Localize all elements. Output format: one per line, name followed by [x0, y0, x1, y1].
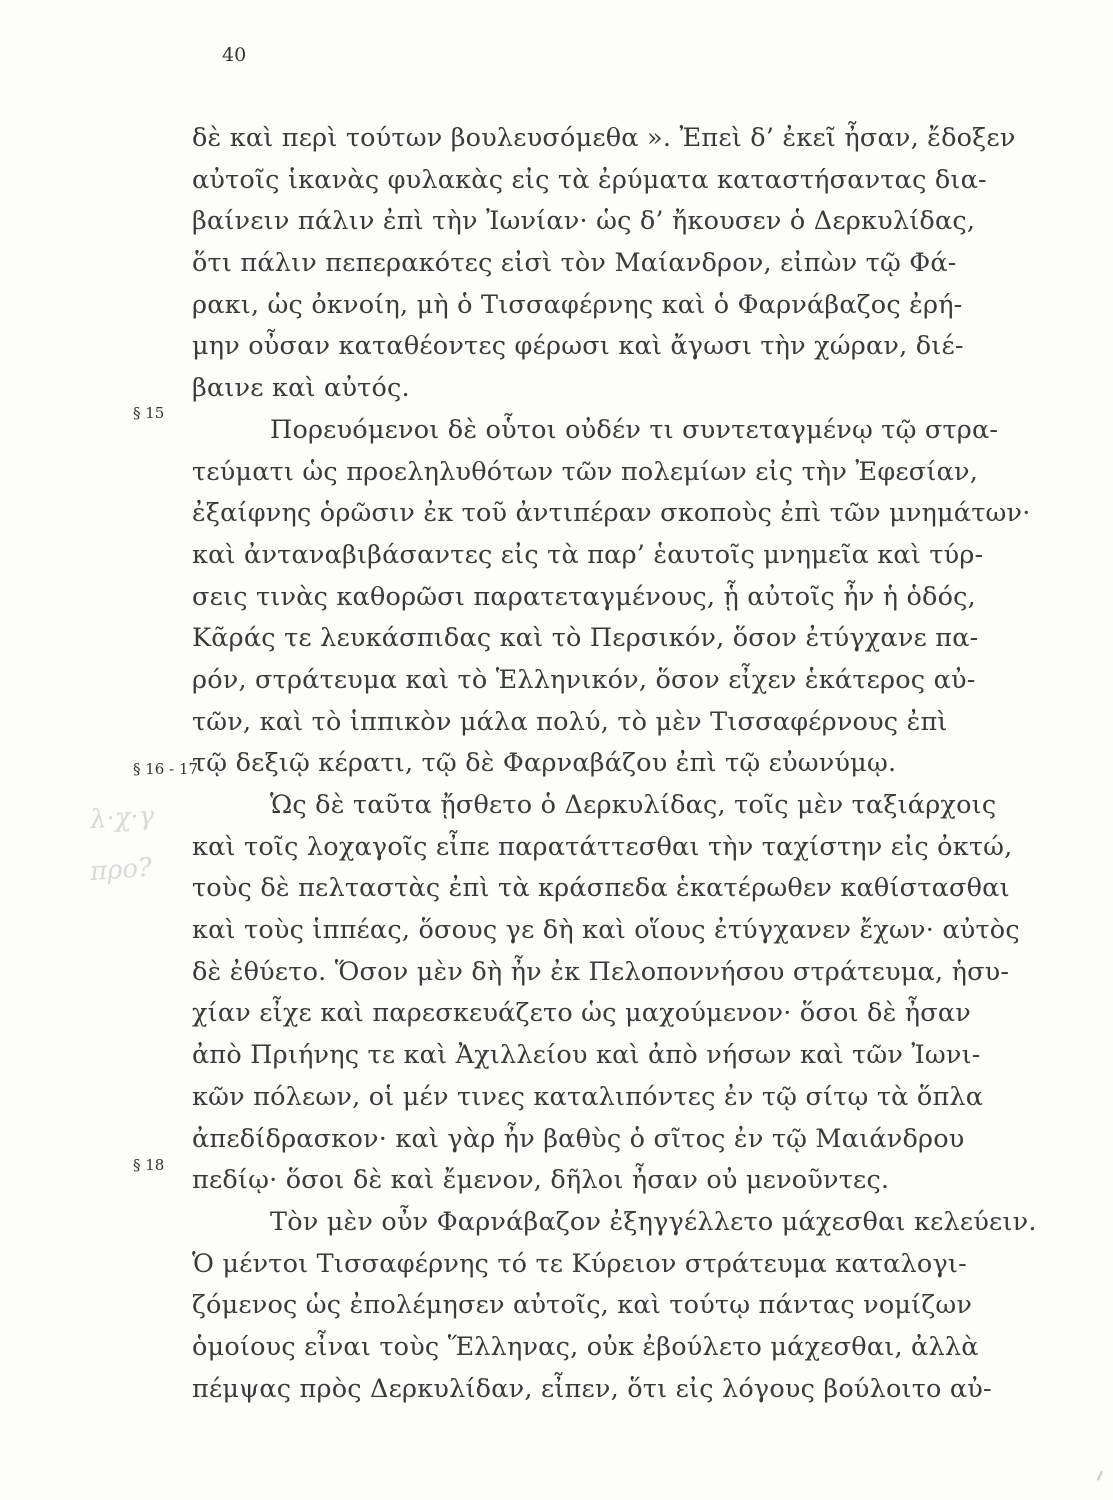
text-line: σεις τινὰς καθορῶσι παρατεταγμένους, ᾗ αὐτοῖς ἦν ἡ ὁδός, — [192, 581, 976, 612]
text-line: δὲ ἐθύετο. Ὅσον μὲν δὴ ἦν ἐκ Πελοποννήσου στράτευμα, ἡσυ- — [192, 956, 1010, 987]
text-line: ζόμενος ὡς ἐπολέμησεν αὐτοῖς, καὶ τούτῳ πάντας νομίζων — [192, 1290, 973, 1321]
text-line: χίαν εἶχε καὶ παρεσκευάζετο ὡς μαχούμενον· ὅσοι δὲ ἦσαν — [192, 998, 971, 1029]
text-line: τεύματι ὡς προεληλυθότων τῶν πολεμίων εἰς τὴν Ἐφεσίαν, — [192, 456, 979, 487]
text-line: δὲ καὶ περὶ τούτων βουλευσόμεθα ». Ἐπεὶ δ’ ἐκεῖ ἦσαν, ἔδοξεν — [192, 123, 1016, 153]
page-number: 40 — [222, 44, 247, 66]
text-line: Τὸν μὲν οὖν Φαρνάβαζον ἐξηγγέλλετο μάχεσθαι κελεύειν. — [270, 1206, 1037, 1237]
margin-annotation: προ? — [89, 852, 153, 888]
text-line: ὅτι πάλιν πεπερακότες εἰσὶ τὸν Μαίανδρον, εἰπὼν τῷ Φά- — [192, 248, 957, 279]
text-line: καὶ ἀνταναβιβάσαντες εἰς τὰ παρ’ ἑαυτοῖς μνημεῖα καὶ τύρ- — [192, 539, 984, 570]
section-marker-18: § 18 — [133, 1156, 165, 1174]
text-line: ἀπὸ Πριήνης τε καὶ Ἀχιλλείου καὶ ἀπὸ νήσων καὶ τῶν Ἰωνι- — [192, 1040, 981, 1071]
text-line: ρακι, ὡς ὀκνοίη, μὴ ὁ Τισσαφέρνης καὶ ὁ Φαρνάβαζος ἐρή- — [192, 289, 963, 320]
text-line: τοὺς δὲ πελταστὰς ἐπὶ τὰ κράσπεδα ἑκατέρωθεν καθίστασθαι — [192, 873, 1010, 904]
text-line: Πορευόμενοι δὲ οὗτοι οὐδέν τι συντεταγμένῳ τῷ στρα- — [270, 414, 999, 445]
section-marker-15: § 15 — [133, 404, 165, 422]
text-line: κῶν πόλεων, οἱ μέν τινες καταλιπόντες ἐν τῷ σίτῳ τὰ ὅπλα — [192, 1081, 984, 1112]
section-marker-16-17: § 16 - 17 — [133, 760, 199, 778]
text-line: ἀπεδίδρασκον· καὶ γὰρ ἦν βαθὺς ὁ σῖτος ἐν τῷ Μαιάνδρου — [192, 1123, 965, 1154]
text-line: βαινε καὶ αὐτός. — [192, 373, 410, 404]
text-line: Ὡς δὲ ταῦτα ᾔσθετο ὁ Δερκυλίδας, τοῖς μὲν ταξιάρχοις — [270, 790, 997, 820]
text-line: ρόν, στράτευμα καὶ τὸ Ἑλληνικόν, ὅσον εἶχεν ἑκάτερος αὐ- — [192, 664, 976, 695]
text-line: αὐτοῖς ἱκανὰς φυλακὰς εἰς τὰ ἐρύματα καταστήσαντας δια- — [192, 164, 987, 195]
text-line: τῷ δεξιῷ κέρατι, τῷ δὲ Φαρναβάζου ἐπὶ τῷ εὐωνύμῳ. — [192, 748, 897, 779]
text-line: μην οὖσαν καταθέοντες φέρωσι καὶ ἄγωσι τὴν χώραν, διέ- — [192, 331, 964, 362]
text-line: ὁμοίους εἶναι τοὺς Ἕλληνας, οὐκ ἐβούλετο μάχεσθαι, ἀλλὰ — [192, 1331, 979, 1362]
body-text — [192, 118, 1052, 1410]
text-line: πέμψας πρὸς Δερκυλίδαν, εἶπεν, ὅτι εἰς λόγους βούλοιτο αὐ- — [192, 1373, 992, 1404]
text-line: τῶν, καὶ τὸ ἱππικὸν μάλα πολύ, τὸ μὲν Τισσαφέρνους ἐπὶ — [192, 706, 948, 737]
margin-annotation: λ·χ·γ — [89, 800, 156, 836]
scan-mark — [1093, 1469, 1103, 1481]
text-line: ἐξαίφνης ὁρῶσιν ἐκ τοῦ ἀντιπέραν σκοποὺς ἐπὶ τῶν μνημάτων· — [192, 498, 1031, 529]
text-line: πεδίῳ· ὅσοι δὲ καὶ ἔμενον, δῆλοι ἦσαν οὐ μενοῦντες. — [192, 1165, 890, 1196]
text-line: καὶ τοὺς ἱππέας, ὅσους γε δὴ καὶ οἵους ἐτύγχανεν ἔχων· αὐτὸς — [192, 915, 1020, 946]
text-line: Ὁ μέντοι Τισσαφέρνης τό τε Κύρειον στράτευμα καταλογι- — [192, 1248, 967, 1279]
text-line: καὶ τοῖς λοχαγοῖς εἶπε παρατάττεσθαι τὴν ταχίστην εἰς ὀκτώ, — [192, 831, 1013, 862]
text-line: βαίνειν πάλιν ἐπὶ τὴν Ἰωνίαν· ὡς δ’ ἤκουσεν ὁ Δερκυλίδας, — [192, 206, 976, 237]
text-line: Κᾶράς τε λευκάσπιδας καὶ τὸ Περσικόν, ὅσον ἐτύγχανε πα- — [192, 623, 979, 654]
